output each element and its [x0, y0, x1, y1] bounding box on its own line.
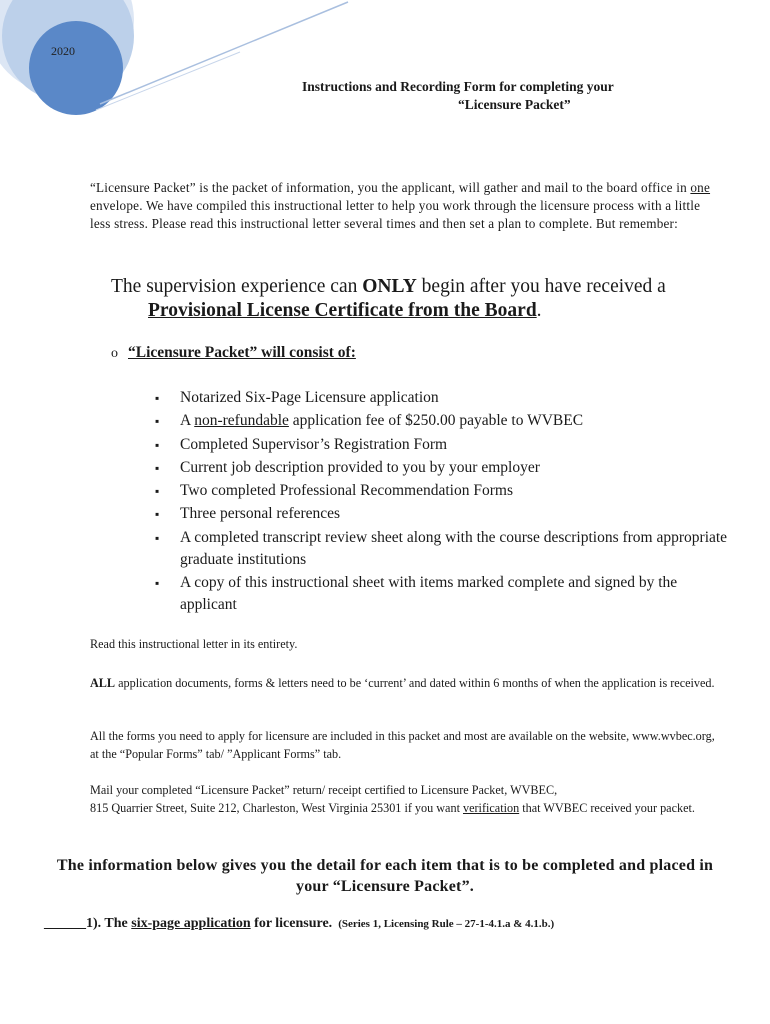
- step-1: [44, 916, 554, 932]
- intro-underlined-word: one: [690, 180, 711, 195]
- mail-line-1: Mail your completed “Licensure Packet” return/ receipt certified to Licensure Packet, WVBEC,: [90, 783, 558, 797]
- notice-text: The supervision experience can: [111, 276, 363, 297]
- title-line-1: Instructions and Recording Form for completing your: [302, 79, 614, 94]
- fee-text: A: [180, 412, 195, 430]
- list-item: ▪ Two completed Professional Recommendation Forms: [155, 480, 735, 502]
- all-bold-word: ALL: [90, 676, 116, 690]
- step-1-number: 1). The: [86, 916, 132, 931]
- current-documents-note: [90, 674, 722, 692]
- packet-item-list: [155, 387, 735, 617]
- step-1-blank: ______: [44, 916, 86, 931]
- mail-line-2-rest: that WVBEC received your packet.: [519, 801, 695, 815]
- intro-paragraph: [90, 179, 722, 233]
- notice-emphasis-word: ONLY: [362, 276, 417, 297]
- title-line-2: “Licensure Packet”: [458, 97, 571, 112]
- packet-heading-label: “Licensure Packet” will consist of:: [128, 344, 356, 361]
- intro-text: “Licensure Packet” is the packet of information, you the applicant, will gather and mail to the board office in: [90, 180, 691, 195]
- fee-text-rest: application fee of $250.00 payable to WVBEC: [288, 412, 584, 430]
- mail-note: [90, 781, 722, 817]
- verification-word: verification: [463, 801, 520, 815]
- list-item: ▪ A copy of this instructional sheet with items marked complete and signed by the applicant: [155, 572, 735, 616]
- supervision-notice: [111, 275, 731, 323]
- mail-line-2: 815 Quarrier Street, Suite 212, Charleston, West Virginia 25301 if you want: [90, 801, 463, 815]
- read-note: Read this instructional letter in its entirety.: [90, 637, 298, 651]
- notice-period: .: [536, 300, 542, 321]
- corner-circle-decoration: [0, 0, 360, 130]
- list-item-fee: [155, 410, 735, 432]
- forms-note: All the forms you need to apply for licensure are included in this packet and most are available on the website, www.wvbec.org, at the “Popular Forms” tab/ ”Applicant Forms” tab.: [90, 729, 715, 761]
- provisional-license-text: Provisional License Certificate from the Board: [148, 300, 537, 321]
- list-item: ▪ Current job description provided to you by your employer: [155, 457, 735, 479]
- current-documents-text: application documents, forms & letters need to be ‘current’ and dated within 6 months of when the application is received.: [115, 676, 715, 690]
- list-item: ▪ A completed transcript review sheet along with the course descriptions from appropriate graduate institutions: [155, 527, 735, 571]
- step-1-reference: (Series 1, Licensing Rule – 27-1-4.1.a & 4.1.b.): [338, 918, 555, 930]
- packet-heading: [111, 344, 356, 362]
- intro-text-rest: envelope. We have compiled this instructional letter to help you work through the licensure process with a little less stress. Please read this instructional letter several times and then set a plan to complete. But remember:: [90, 198, 701, 231]
- notice-text-rest: begin after you have received a: [416, 276, 666, 297]
- step-1-underlined: six-page application: [131, 916, 251, 931]
- detail-heading: The information below gives you the detail for each item that is to be completed and placed in your “Licensure Packet”.: [56, 857, 714, 895]
- fee-underlined: non-refundable: [194, 412, 289, 430]
- list-item: ▪ Notarized Six-Page Licensure application: [155, 387, 735, 409]
- circle-bullet-icon: o: [111, 346, 118, 361]
- list-item: ▪ Three personal references: [155, 503, 735, 525]
- year-label: 2020: [51, 44, 75, 58]
- list-item: ▪ Completed Supervisor’s Registration Form: [155, 434, 735, 456]
- step-1-text: for licensure.: [250, 916, 333, 931]
